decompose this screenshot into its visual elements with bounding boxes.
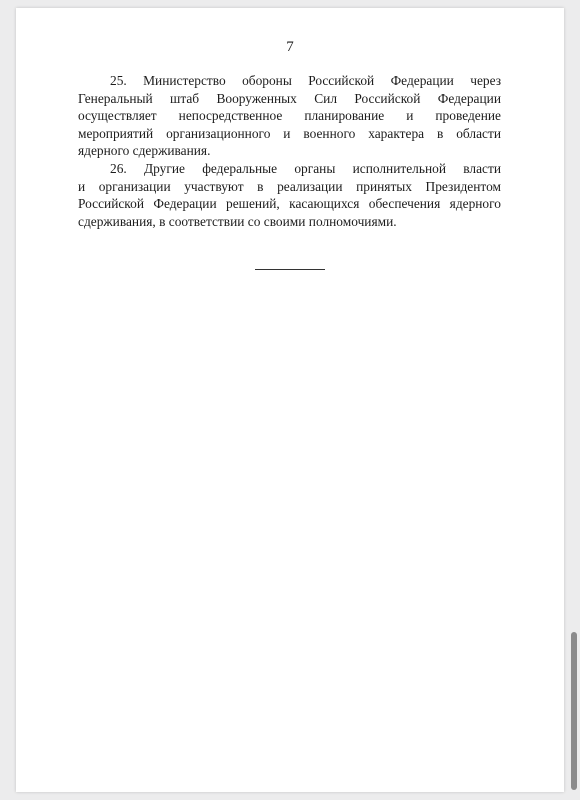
text-line: Российской Федерации решений, касающихся обеспечения ядерного <box>78 196 501 212</box>
text-line: осуществляет непосредственное планирование и проведение <box>78 108 501 124</box>
text-line: 26. Другие федеральные органы исполнительной власти <box>110 160 501 176</box>
text-line: ядерного сдерживания. <box>78 143 211 159</box>
document-page <box>16 8 564 792</box>
text-line: 25. Министерство обороны Российской Федерации через <box>110 73 501 88</box>
text-line: и организации участвуют в реализации принятых Президентом <box>78 178 501 194</box>
text-line: мероприятий организационного и военного характера в области <box>78 125 501 141</box>
text-line: Генеральный штаб Вооруженных Сил Российской Федерации <box>78 90 501 106</box>
document-body <box>78 72 501 230</box>
scrollbar-thumb[interactable] <box>571 632 577 790</box>
paragraph-25 <box>78 72 501 160</box>
text-line: сдерживания, в соответствии со своими полномочиями. <box>78 213 397 229</box>
page-number: 7 <box>286 39 294 55</box>
vertical-scrollbar[interactable] <box>566 0 580 800</box>
paragraph-26 <box>78 160 501 230</box>
end-of-document-rule <box>255 269 325 270</box>
